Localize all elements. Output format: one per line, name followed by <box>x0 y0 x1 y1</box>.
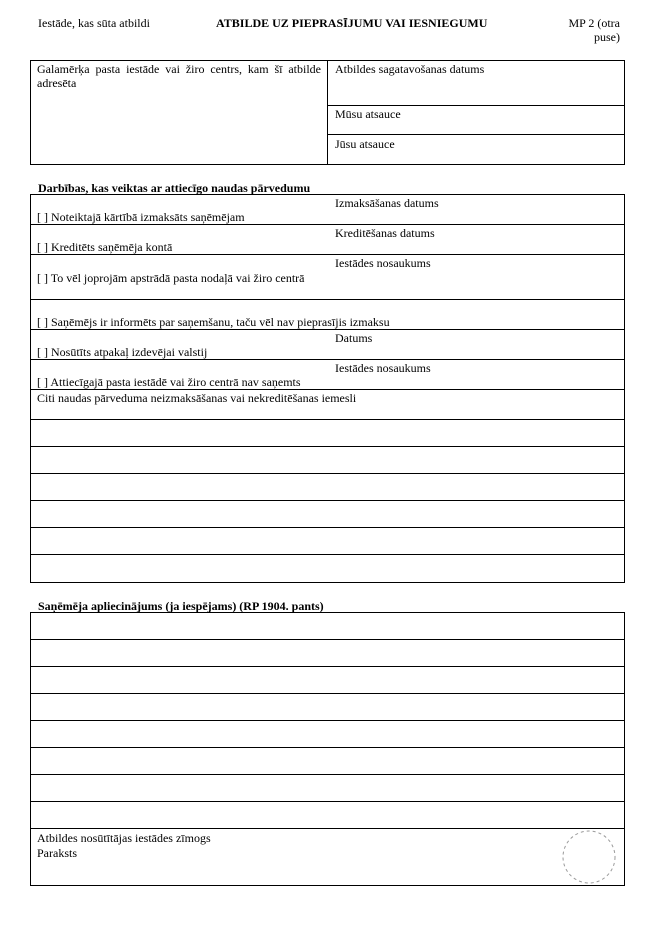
paid-to-recipient-option[interactable]: [ ] Noteiktajā kārtībā izmaksāts saņēmējam <box>37 210 245 224</box>
confirmation-line <box>30 720 625 721</box>
actions-row-line <box>30 389 625 390</box>
address-table-row-line <box>327 105 625 106</box>
recipient-confirmation-heading: Saņēmēja apliecinājums (ja iespējams) (RP 1904. pants) <box>38 599 324 613</box>
recipient-informed-option[interactable]: [ ] Saņēmējs ir informēts par saņemšanu, taču vēl nav pieprasījis izmaksu <box>37 315 390 329</box>
reasons-line <box>30 446 625 447</box>
address-table-divider <box>327 60 328 165</box>
not-received-option[interactable]: [ ] Attiecīgajā pasta iestādē vai žiro centrā nav saņemts <box>37 375 301 389</box>
office-name-field-2: Iestādes nosaukums <box>335 361 431 375</box>
reasons-line <box>30 500 625 501</box>
credit-date-field: Kreditēšanas datums <box>335 226 435 240</box>
actions-row-line <box>30 329 625 330</box>
still-processing-option[interactable]: [ ] To vēl joprojām apstrādā pasta nodaļā vai žiro centrā <box>37 271 305 285</box>
office-stamp-label: Atbildes nosūtītājas iestādes zīmogs <box>37 831 211 845</box>
actions-row-line <box>30 359 625 360</box>
form-title: ATBILDE UZ PIEPRASĪJUMU VAI IESNIEGUMU <box>216 16 488 30</box>
sending-office-label: Iestāde, kas sūta atbildi <box>38 16 150 30</box>
your-reference-field[interactable]: Jūsu atsauce <box>335 137 395 151</box>
reasons-line <box>30 554 625 555</box>
reasons-line <box>30 473 625 474</box>
actions-row-line <box>30 224 625 225</box>
reasons-line <box>30 527 625 528</box>
actions-heading: Darbības, kas veiktas ar attiecīgo naudas pārvedumu <box>38 181 311 195</box>
our-reference-field[interactable]: Mūsu atsauce <box>335 107 401 121</box>
confirmation-line <box>30 639 625 640</box>
confirmation-line <box>30 801 625 802</box>
other-reasons-label: Citi naudas pārveduma neizmaksāšanas vai nekreditēšanas iemesli <box>37 391 357 405</box>
confirmation-line <box>30 774 625 775</box>
form-code: MP 2 (otra puse) <box>568 16 620 44</box>
preparation-date-field[interactable]: Atbildes sagatavošanas datums <box>335 62 485 76</box>
office-name-field: Iestādes nosaukums <box>335 256 431 270</box>
confirmation-line <box>30 666 625 667</box>
reasons-line <box>30 419 625 420</box>
actions-row-line <box>30 299 625 300</box>
confirmation-line <box>30 747 625 748</box>
confirmation-line <box>30 828 625 829</box>
paid-date-field: Izmaksāšanas datums <box>335 196 439 210</box>
signature-label: Paraksts <box>37 846 77 860</box>
returned-to-country-option[interactable]: [ ] Nosūtīts atpakaļ izdevējai valstij <box>37 345 208 359</box>
addressee-field[interactable]: Galamērķa pasta iestāde vai žiro centrs, kam šī atbilde adresēta <box>37 62 321 90</box>
credited-to-account-option[interactable]: [ ] Kreditēts saņēmēja kontā <box>37 240 173 254</box>
stamp-circle-icon <box>561 829 617 885</box>
return-date-field: Datums <box>335 331 373 345</box>
address-table-row-line <box>327 134 625 135</box>
actions-row-line <box>30 254 625 255</box>
confirmation-line <box>30 693 625 694</box>
